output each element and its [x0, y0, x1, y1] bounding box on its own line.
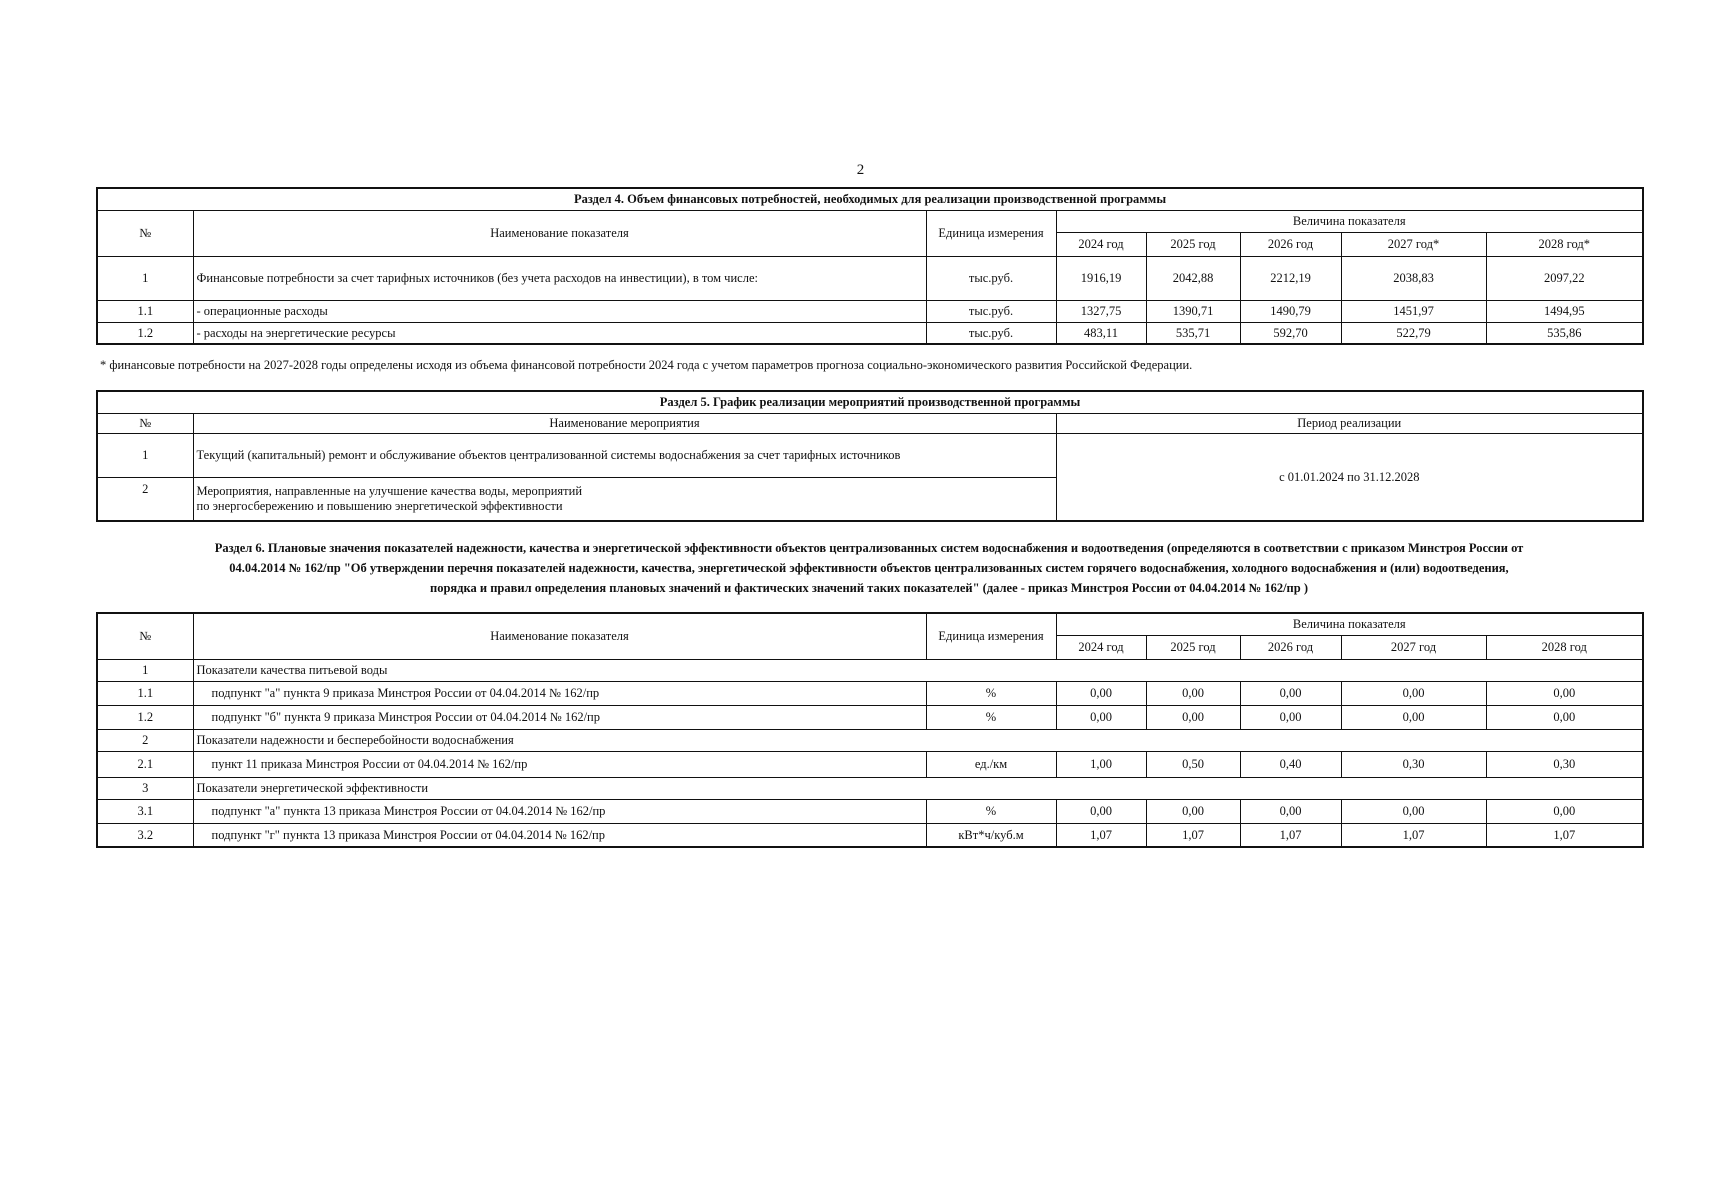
row-value: 1494,95	[1486, 300, 1643, 322]
table-row	[97, 300, 1643, 322]
implementation-period: с 01.01.2024 по 31.12.2028	[1056, 433, 1643, 521]
row-num: 1.2	[97, 322, 193, 344]
header-year: 2024 год	[1056, 232, 1146, 256]
row-value: 1,07	[1240, 823, 1341, 847]
row-value: 522,79	[1341, 322, 1486, 344]
row-num: 2	[97, 477, 193, 521]
row-name	[193, 477, 1056, 521]
row-value: 0,00	[1146, 799, 1240, 823]
row-num: 1.1	[97, 681, 193, 705]
row-name: подпункт "г" пункта 13 приказа Минстроя России от 04.04.2014 № 162/пр	[193, 823, 926, 847]
row-unit: кВт*ч/куб.м	[926, 823, 1056, 847]
row-value: 1916,19	[1056, 256, 1146, 300]
header-num: №	[97, 210, 193, 256]
header-name: Наименование показателя	[193, 210, 926, 256]
header-value-group: Величина показателя	[1056, 613, 1643, 635]
row-value: 1390,71	[1146, 300, 1240, 322]
row-unit: %	[926, 681, 1056, 705]
row-value: 0,00	[1240, 799, 1341, 823]
row-value: 535,71	[1146, 322, 1240, 344]
row-name: Текущий (капитальный) ремонт и обслуживание объектов централизованной системы водоснабжения за счет тарифных источников	[193, 433, 1056, 477]
row-unit: ед./км	[926, 751, 1056, 777]
row-value: 0,00	[1056, 705, 1146, 729]
row-unit: тыс.руб.	[926, 300, 1056, 322]
section4-title: Раздел 4. Объем финансовых потребностей, необходимых для реализации производственной программы	[97, 188, 1643, 210]
row-value: 535,86	[1486, 322, 1643, 344]
row-value: 2097,22	[1486, 256, 1643, 300]
page-number: 2	[856, 162, 865, 178]
row-name: подпункт "а" пункта 13 приказа Минстроя России от 04.04.2014 № 162/пр	[193, 799, 926, 823]
header-year: 2028 год	[1486, 635, 1643, 659]
group-name: Показатели качества питьевой воды	[193, 659, 1643, 681]
section6-title-line: 04.04.2014 № 162/пр "Об утверждении перечня показателей надежности, качества, энергетической эффективности объектов централизованных систем горячего водоснабжения, холодного водоснабжения и (или) водоотведения,	[229, 561, 1509, 575]
header-name: Наименование показателя	[193, 613, 926, 659]
row-value: 1327,75	[1056, 300, 1146, 322]
header-name: Наименование мероприятия	[193, 413, 1056, 433]
table-row	[97, 705, 1643, 729]
header-unit: Единица измерения	[926, 210, 1056, 256]
row-name: Финансовые потребности за счет тарифных источников (без учета расходов на инвестиции), в том числе:	[193, 256, 926, 300]
header-year: 2027 год*	[1341, 232, 1486, 256]
table-row	[97, 751, 1643, 777]
row-value: 1,07	[1341, 823, 1486, 847]
row-value: 1490,79	[1240, 300, 1341, 322]
table-row	[97, 322, 1643, 344]
table-row	[97, 256, 1643, 300]
row-num: 3.2	[97, 823, 193, 847]
row-value: 0,00	[1341, 799, 1486, 823]
header-year: 2028 год*	[1486, 232, 1643, 256]
row-value: 0,30	[1341, 751, 1486, 777]
header-year: 2026 год	[1240, 635, 1341, 659]
row-name: - расходы на энергетические ресурсы	[193, 322, 926, 344]
header-num: №	[97, 613, 193, 659]
row-name-line: по энергосбережению и повышению энергетической эффективности	[196, 498, 563, 513]
row-value: 0,00	[1486, 799, 1643, 823]
row-value: 0,50	[1146, 751, 1240, 777]
row-value: 592,70	[1240, 322, 1341, 344]
row-value: 483,11	[1056, 322, 1146, 344]
header-period: Период реализации	[1056, 413, 1643, 433]
row-value: 0,00	[1056, 681, 1146, 705]
row-value: 0,00	[1056, 799, 1146, 823]
row-unit: %	[926, 705, 1056, 729]
row-value: 0,30	[1486, 751, 1643, 777]
section5-title: Раздел 5. График реализации мероприятий производственной программы	[97, 391, 1643, 413]
row-value: 0,00	[1240, 705, 1341, 729]
row-value: 2212,19	[1240, 256, 1341, 300]
header-unit: Единица измерения	[926, 613, 1056, 659]
header-value-group: Величина показателя	[1056, 210, 1643, 232]
row-value: 1,07	[1146, 823, 1240, 847]
header-year: 2025 год	[1146, 232, 1240, 256]
row-value: 0,00	[1146, 681, 1240, 705]
table-row	[97, 433, 1643, 477]
group-row	[97, 729, 1643, 751]
row-name-line: Мероприятия, направленные на улучшение качества воды, мероприятий	[196, 484, 583, 499]
row-value: 0,00	[1341, 705, 1486, 729]
row-value: 0,00	[1240, 681, 1341, 705]
header-num: №	[97, 413, 193, 433]
group-row	[97, 659, 1643, 681]
row-num: 1	[97, 433, 193, 477]
section5-table	[96, 390, 1644, 522]
row-unit: тыс.руб.	[926, 256, 1056, 300]
table-row	[97, 681, 1643, 705]
row-unit: %	[926, 799, 1056, 823]
table-row	[97, 799, 1643, 823]
table-row	[97, 823, 1643, 847]
header-year: 2024 год	[1056, 635, 1146, 659]
section6-title	[96, 538, 1642, 598]
row-value: 1451,97	[1341, 300, 1486, 322]
group-name: Показатели энергетической эффективности	[193, 777, 1643, 799]
group-num: 2	[97, 729, 193, 751]
row-value: 0,00	[1146, 705, 1240, 729]
row-value: 2042,88	[1146, 256, 1240, 300]
row-name: - операционные расходы	[193, 300, 926, 322]
row-value: 0,00	[1341, 681, 1486, 705]
header-year: 2026 год	[1240, 232, 1341, 256]
row-name: подпункт "б" пункта 9 приказа Минстроя России от 04.04.2014 № 162/пр	[193, 705, 926, 729]
row-value: 0,00	[1486, 705, 1643, 729]
row-num: 1.2	[97, 705, 193, 729]
group-num: 1	[97, 659, 193, 681]
row-value: 1,07	[1486, 823, 1643, 847]
section6-title-line: Раздел 6. Плановые значения показателей надежности, качества и энергетической эффективности объектов централизованных систем водоснабжения и водоотведения (определяются в соответствии с приказом Минстроя России от	[214, 541, 1524, 555]
row-name: пункт 11 приказа Минстроя России от 04.04.2014 № 162/пр	[193, 751, 926, 777]
row-num: 3.1	[97, 799, 193, 823]
row-value: 0,00	[1486, 681, 1643, 705]
row-value: 1,07	[1056, 823, 1146, 847]
group-num: 3	[97, 777, 193, 799]
group-row	[97, 777, 1643, 799]
group-name: Показатели надежности и бесперебойности водоснабжения	[193, 729, 1643, 751]
row-unit: тыс.руб.	[926, 322, 1056, 344]
row-num: 1	[97, 256, 193, 300]
section6-table	[96, 612, 1644, 848]
row-value: 1,00	[1056, 751, 1146, 777]
section4-footnote: * финансовые потребности на 2027-2028 годы определены исходя из объема финансовой потребности 2024 года с учетом параметров прогноза социально-экономического развития Российской Федерации.	[100, 358, 1193, 372]
row-value: 2038,83	[1341, 256, 1486, 300]
row-num: 1.1	[97, 300, 193, 322]
row-value: 0,40	[1240, 751, 1341, 777]
header-year: 2025 год	[1146, 635, 1240, 659]
row-num: 2.1	[97, 751, 193, 777]
section4-table	[96, 187, 1644, 345]
header-year: 2027 год	[1341, 635, 1486, 659]
section6-title-line: порядка и правил определения плановых значений и фактических значений таких показателей" (далее - приказ Минстроя России от 04.04.2014 № 162/пр )	[430, 581, 1308, 595]
row-name: подпункт "а" пункта 9 приказа Минстроя России от 04.04.2014 № 162/пр	[193, 681, 926, 705]
